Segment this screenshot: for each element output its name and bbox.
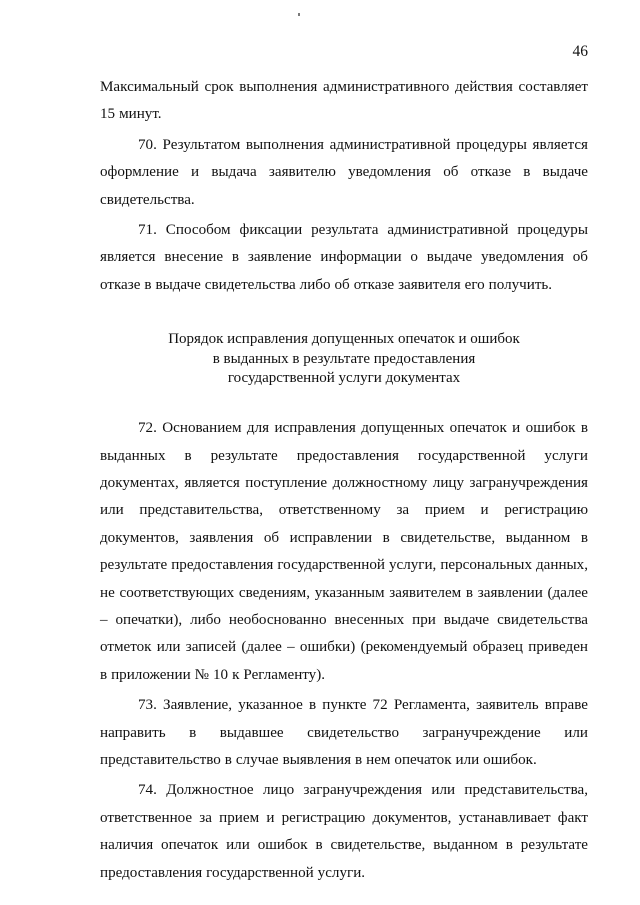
scan-speck	[298, 13, 300, 16]
paragraph-70: 70. Результатом выполнения административной процедуры является оформление и выдача заявителю уведомления об отказе в выдаче свидетельства.	[100, 136, 588, 208]
paragraph-72: 72. Основанием для исправления допущенных опечаток и ошибок в выданных в результате предоставления государственной услуги документах, является поступление должностному лицу загранучреждения или представительства, ответственному за прием и регистрацию документов, заявления об исправлении в свидетельстве, выданном в результате предоставления государственной услуги, персональных данных, не соответствующих сведениям, указанным заявителем в заявлении (далее – опечатки), либо необоснованно внесенных при выдаче свидетельства отметок или записей (далее – ошибки) (рекомендуемый образец приведен в приложении № 10 к Регламенту).	[100, 420, 588, 683]
page-number: 46	[572, 43, 588, 60]
paragraph-73: 73. Заявление, указанное в пункте 72 Регламента, заявитель вправе направить в выдавшее свидетельство загранучреждение или представительство в случае выявления в нем опечаток или ошибок.	[100, 697, 588, 769]
paragraph-74: 74. Должностное лицо загранучреждения или представительства, ответственное за прием и регистрацию документов, устанавливает факт наличия опечаток или ошибок в свидетельстве, выданном в результате предоставления государственной услуги.	[100, 782, 588, 881]
paragraph-71: 71. Способом фиксации результата административной процедуры является внесение в заявление информации о выдаче уведомления об отказе в выдаче свидетельства либо об отказе заявителя его получить.	[100, 222, 588, 293]
section-heading	[100, 330, 588, 388]
section-heading-line-1: Порядок исправления допущенных опечаток и ошибок	[168, 331, 520, 348]
document-body	[100, 74, 588, 890]
section-heading-line-2: в выданных в результате предоставления	[212, 350, 476, 367]
section-heading-line-3: государственной услуги документах	[227, 369, 461, 386]
paragraph-duration-note: Максимальный срок выполнения административного действия составляет 15 минут.	[100, 79, 588, 123]
